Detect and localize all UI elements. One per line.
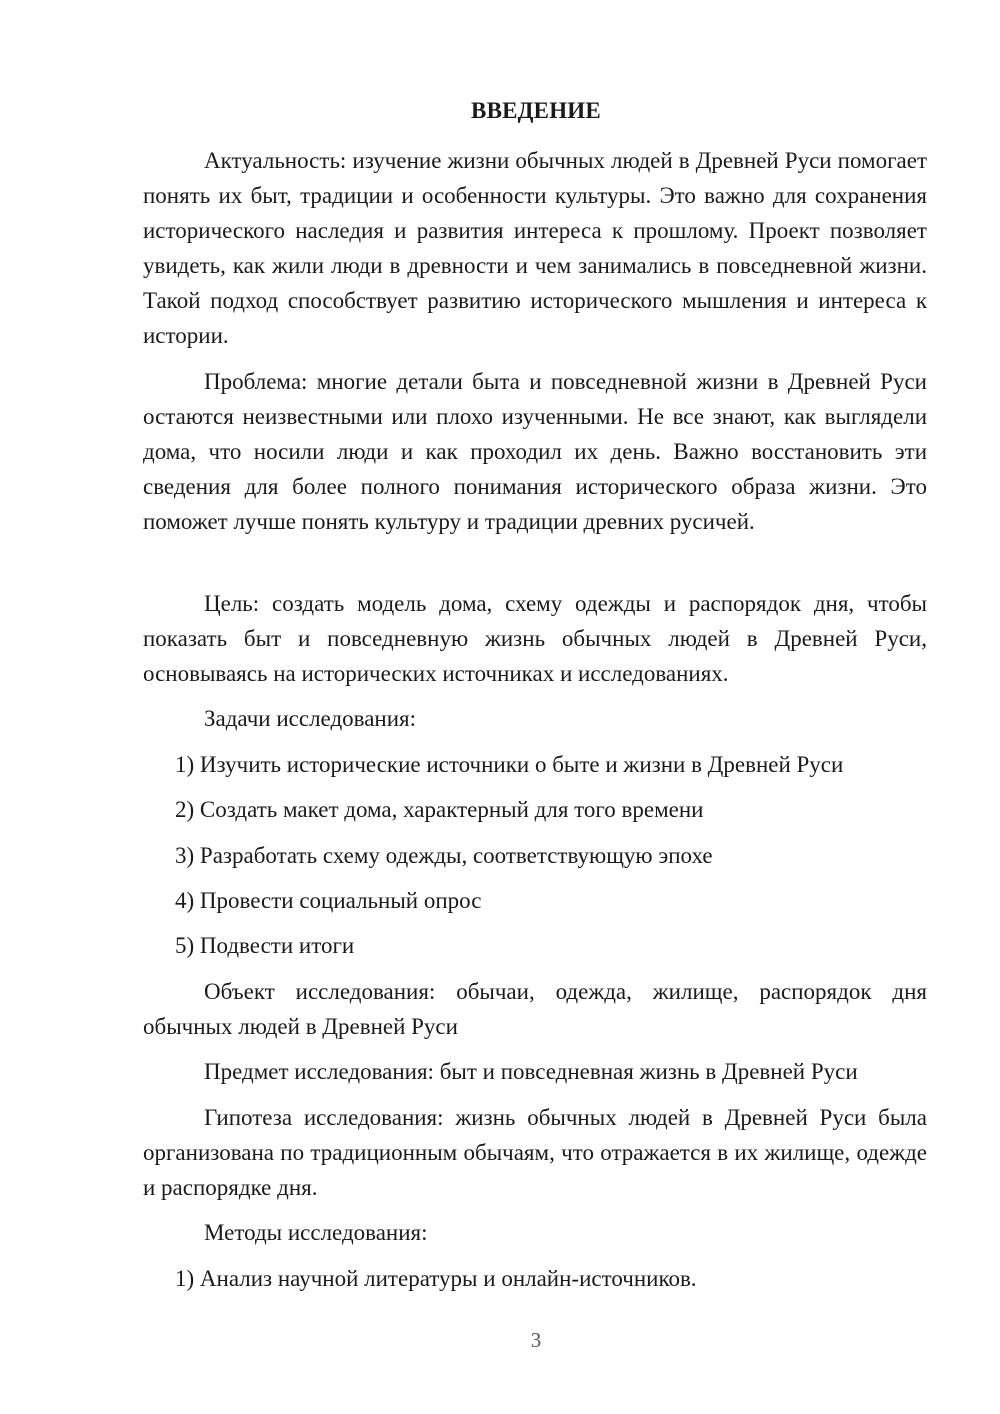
task-item-5: 5) Подвести итоги [175, 933, 355, 958]
tasks-heading: Задачи исследования: [204, 706, 417, 731]
page-number: 3 [530, 1328, 542, 1352]
task-item-4: 4) Провести социальный опрос [175, 888, 482, 913]
task-item-3: 3) Разработать схему одежды, соответствующую эпохе [175, 843, 713, 868]
task-item-2: 2) Создать макет дома, характерный для того времени [175, 797, 704, 822]
paragraph-goal: Цель: создать модель дома, схему одежды и распорядок дня, чтобы показать быт и повседневную жизнь обычных людей в Древней Руси, основываясь на исторических источниках и исследованиях. [143, 591, 927, 686]
methods-heading: Методы исследования: [204, 1220, 428, 1245]
paragraph-problem: Проблема: многие детали быта и повседневной жизни в Древней Руси остаются неизвестными или плохо изученными. Не все знают, как выглядели дома, что носили люди и как проходил их день. Важно восстановить эти сведения для более полного понимания исторического образа жизни. Это поможет лучше понять культуру и традиции древних русичей. [143, 369, 927, 534]
paragraph-relevance: Актуальность: изучение жизни обычных людей в Древней Руси помогает понять их быт, традиции и особенности культуры. Это важно для сохранения исторического наследия и развития интереса к прошлому. Проект позволяет увидеть, как жили люди в древности и чем занимались в повседневной жизни. Такой подход способствует развитию исторического мышления и интереса к истории. [143, 148, 927, 348]
paragraph-hypothesis: Гипотеза исследования: жизнь обычных людей в Древней Руси была организована по традиционным обычаям, что отражается в их жилище, одежде и распорядке дня. [143, 1105, 927, 1200]
task-item-1: 1) Изучить исторические источники о быте и жизни в Древней Руси [175, 752, 844, 777]
paragraph-subject: Предмет исследования: быт и повседневная жизнь в Древней Руси [204, 1059, 858, 1084]
method-item-1: 1) Анализ научной литературы и онлайн-источников. [175, 1266, 697, 1291]
paragraph-object: Объект исследования: обычаи, одежда, жилище, распорядок дня обычных людей в Древней Руси [143, 979, 927, 1039]
page-title: ВВЕДЕНИЕ [471, 98, 601, 123]
